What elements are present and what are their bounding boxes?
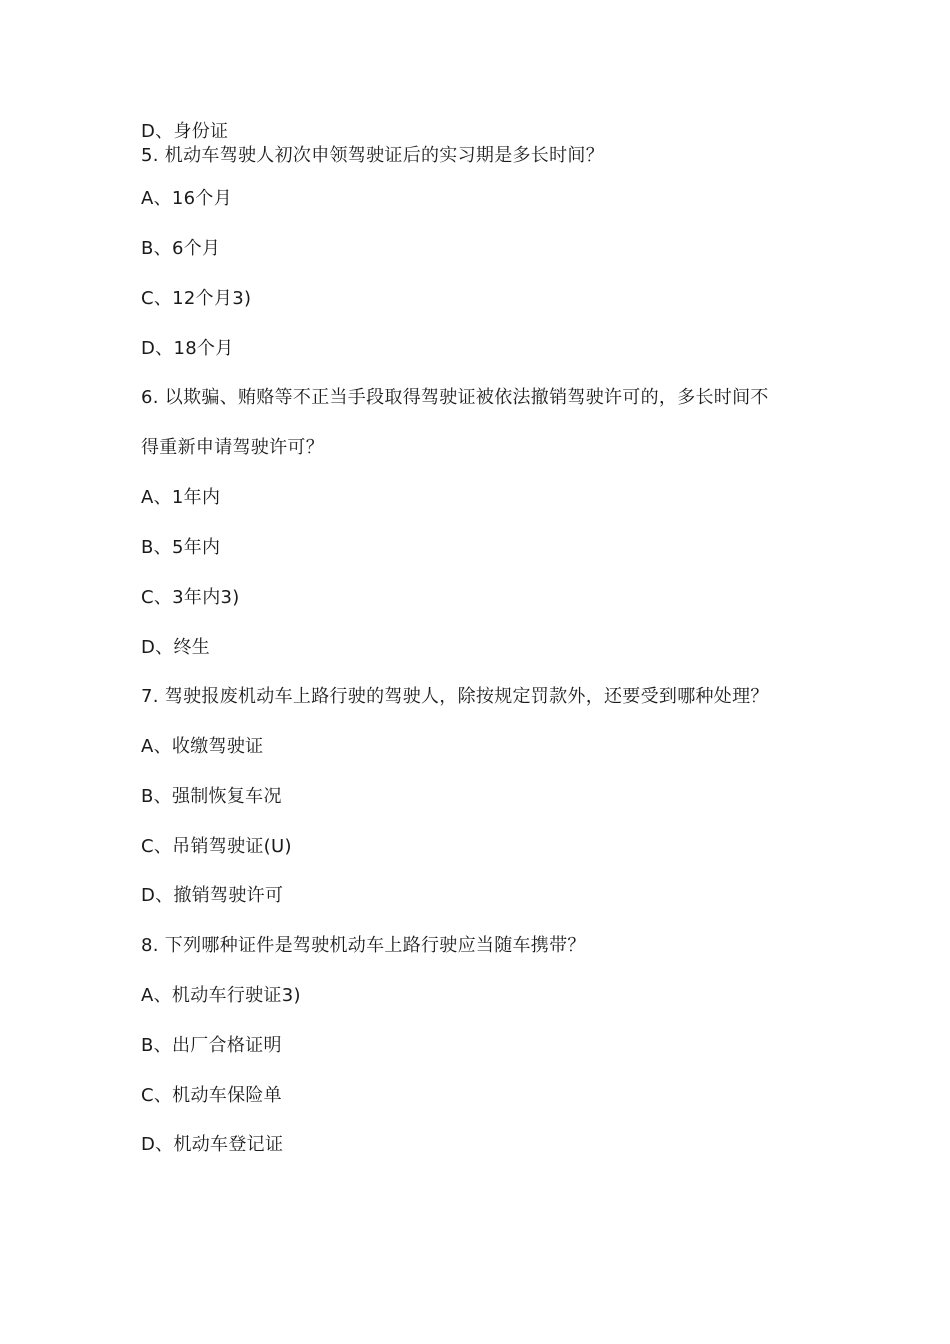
q7-option-c: C、吊销驾驶证(U) — [141, 836, 292, 857]
q7-question: 7. 驾驶报废机动车上路行驶的驾驶人，除按规定罚款外，还要受到哪种处理？ — [141, 686, 769, 707]
q6-question-line2: 得重新申请驾驶许可？ — [141, 437, 324, 458]
q8-option-b: B、出厂合格证明 — [141, 1035, 282, 1056]
q7-option-d: D、撤销驾驶许可 — [141, 885, 284, 906]
q8-option-a: A、机动车行驶证3) — [141, 985, 301, 1006]
q6-option-a: A、1年内 — [141, 487, 221, 508]
q4-option-d: D、身份证 — [141, 121, 229, 142]
q6-option-d: D、终生 — [141, 637, 211, 658]
q5-question: 5. 机动车驾驶人初次申领驾驶证后的实习期是多长时间？ — [141, 145, 604, 166]
q8-option-c: C、机动车保险单 — [141, 1085, 282, 1106]
q5-option-a: A、16个月 — [141, 188, 233, 209]
q6-question-line1: 6. 以欺骗、贿赂等不正当手段取得驾驶证被依法撤销驾驶许可的，多长时间不 — [141, 387, 769, 408]
q8-question: 8. 下列哪种证件是驾驶机动车上路行驶应当随车携带？ — [141, 935, 586, 956]
q6-option-c: C、3年内3) — [141, 587, 240, 608]
q6-option-b: B、5年内 — [141, 537, 221, 558]
q8-option-d: D、机动车登记证 — [141, 1134, 284, 1155]
q7-option-b: B、强制恢复车况 — [141, 786, 282, 807]
q5-option-c: C、12个月3) — [141, 288, 252, 309]
q5-option-d: D、18个月 — [141, 338, 234, 359]
q7-option-a: A、收缴驾驶证 — [141, 736, 264, 757]
q5-option-b: B、6个月 — [141, 238, 221, 259]
